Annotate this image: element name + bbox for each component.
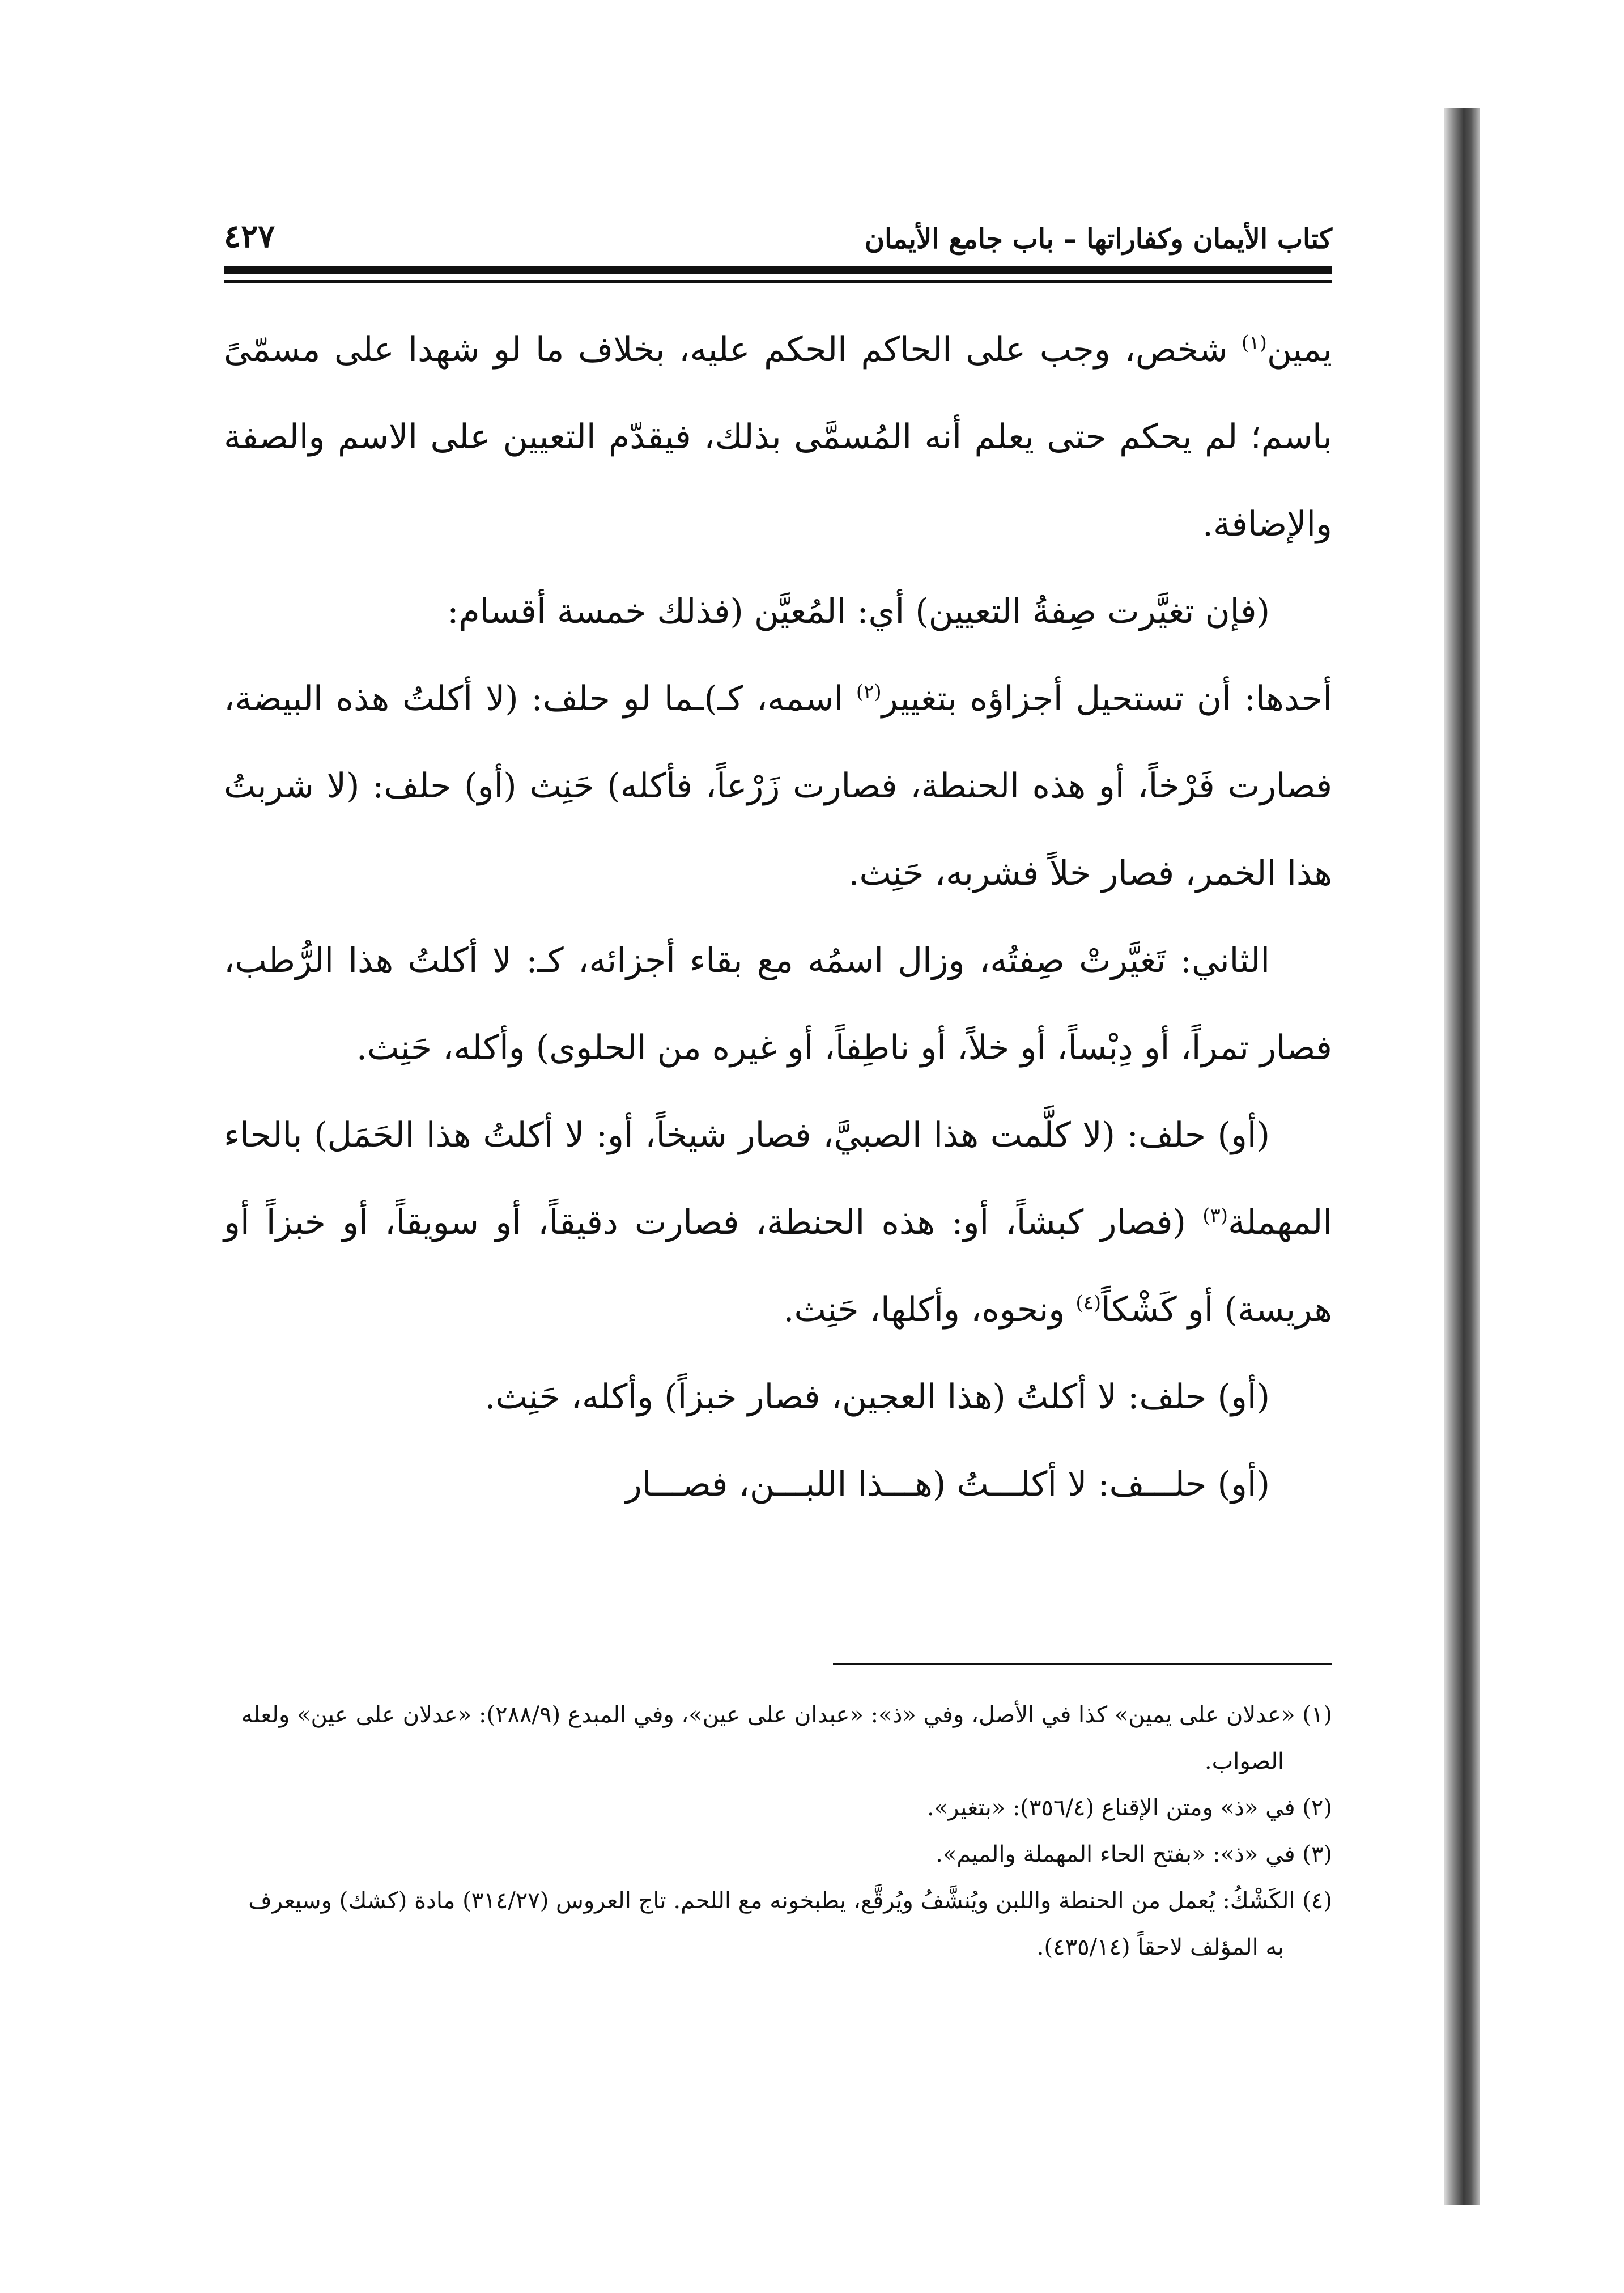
paragraph-4: الثاني: تَغيَّرتْ صِفتُه، وزال اسمُه مع بقاء أجزائه، كـ: لا أكلتُ هذا الرُّطب، فصار تمراً، أو دِبْساً، أو خلاً، أو ناطِفاً، أو غيره من الحلوى) وأكله، حَنِث. bbox=[224, 941, 1332, 1068]
footnote-2 bbox=[224, 1785, 1332, 1831]
footnote-separator bbox=[833, 1663, 1332, 1665]
page-number: ٤٢٧ bbox=[224, 218, 275, 255]
footnote-text: الكَشْكُ: يُعمل من الحنطة واللبن ويُنشَّفُ ويُرقَّع، يطبخونه مع اللحم. تاج العروس (٣١٤/٢٧) مادة (كشك) وسيعرف به المؤلف لاحقاً (٤٣٥/١٤). bbox=[248, 1888, 1295, 1960]
paragraph-6: (أو) حلف: لا أكلتُ (هذا العجين، فصار خبزاً) وأكله، حَنِث. bbox=[484, 1377, 1270, 1417]
footnote-number: (٢) bbox=[1302, 1795, 1332, 1821]
footnote-ref-3: (٣) bbox=[1202, 1204, 1228, 1227]
p5-text-a: (أو) حلف: (لا كلَّمت هذا الصبيَّ، فصار شيخاً، أو: لا أكلتُ هذا الحَمَل) بالحاء المهملة bbox=[224, 1115, 1332, 1242]
page-edge-shadow bbox=[1444, 108, 1480, 2205]
footnote-ref-4: (٤) bbox=[1075, 1292, 1102, 1314]
header-rule-thick bbox=[224, 266, 1332, 274]
header-rule-thin bbox=[224, 280, 1332, 283]
footnote-number: (١) bbox=[1302, 1702, 1332, 1728]
footnote-ref-1: (١) bbox=[1242, 332, 1267, 354]
p1-text-a: يمين bbox=[1266, 330, 1332, 370]
footnote-text: في «ذ»: «بفتح الحاء المهملة والميم». bbox=[936, 1841, 1295, 1867]
footnotes bbox=[224, 1692, 1332, 1971]
footnote-text: في «ذ» ومتن الإقناع (٣٥٦/٤): «بتغير». bbox=[926, 1795, 1295, 1821]
p1-text-b: شخص، وجب على الحاكم الحكم عليه، بخلاف ما لو شهدا على مسمّىً باسم؛ لم يحكم حتى يعلم أنه المُسمَّى بذلك، فيقدّم التعيين على الاسم والصفة والإضافة. bbox=[224, 330, 1332, 544]
footnote-text: «عدلان على يمين» كذا في الأصل، وفي «ذ»: «عبدان على عين»، وفي المبدع (٢٨٨/٩): «عدلان على عين» ولعله الصواب. bbox=[241, 1702, 1295, 1774]
footnote-1 bbox=[224, 1692, 1332, 1785]
page-header bbox=[224, 207, 1332, 255]
paragraph-5 bbox=[224, 1092, 1332, 1353]
p3-text-b: اسمه، كـ)ـما لو حلف: (لا أكلتُ هذه البيضة، فصارت فَرْخاً، أو هذه الحنطة، فصارت زَرْعاً، فأكله) حَنِث (أو) حلف: (لا شربتُ هذا الخمر، فصار خلاً فشربه، حَنِث. bbox=[224, 679, 1332, 893]
footnote-ref-2: (٢) bbox=[856, 681, 882, 703]
paragraph-7: (أو) حلـــف: لا أكلـــتُ (هـــذا اللبـــن، فصـــار bbox=[625, 1464, 1270, 1504]
paragraph-3 bbox=[224, 655, 1332, 917]
p5-text-c: ونحوه، وأكلها، حَنِث. bbox=[783, 1290, 1076, 1330]
paragraph-2: (فإن تغيَّرت صِفةُ التعيين) أي: المُعيَّن (فذلك خمسة أقسام: bbox=[447, 592, 1270, 631]
footnote-number: (٣) bbox=[1302, 1841, 1332, 1867]
p5-text-b: (فصار كبشاً، أو: هذه الحنطة، فصارت دقيقاً، أو سويقاً، أو خبزاً أو هريسة) أو كَشْكاً bbox=[224, 1203, 1332, 1330]
p3-text-a: أحدها: أن تستحيل أجزاؤه بتغيير bbox=[881, 679, 1332, 719]
main-text bbox=[224, 306, 1332, 1528]
paragraph-1 bbox=[224, 306, 1332, 568]
footnote-4 bbox=[224, 1878, 1332, 1971]
footnote-3 bbox=[224, 1831, 1332, 1878]
footnote-number: (٤) bbox=[1302, 1888, 1332, 1914]
running-title: كتاب الأيمان وكفاراتها – باب جامع الأيمان bbox=[864, 223, 1332, 255]
